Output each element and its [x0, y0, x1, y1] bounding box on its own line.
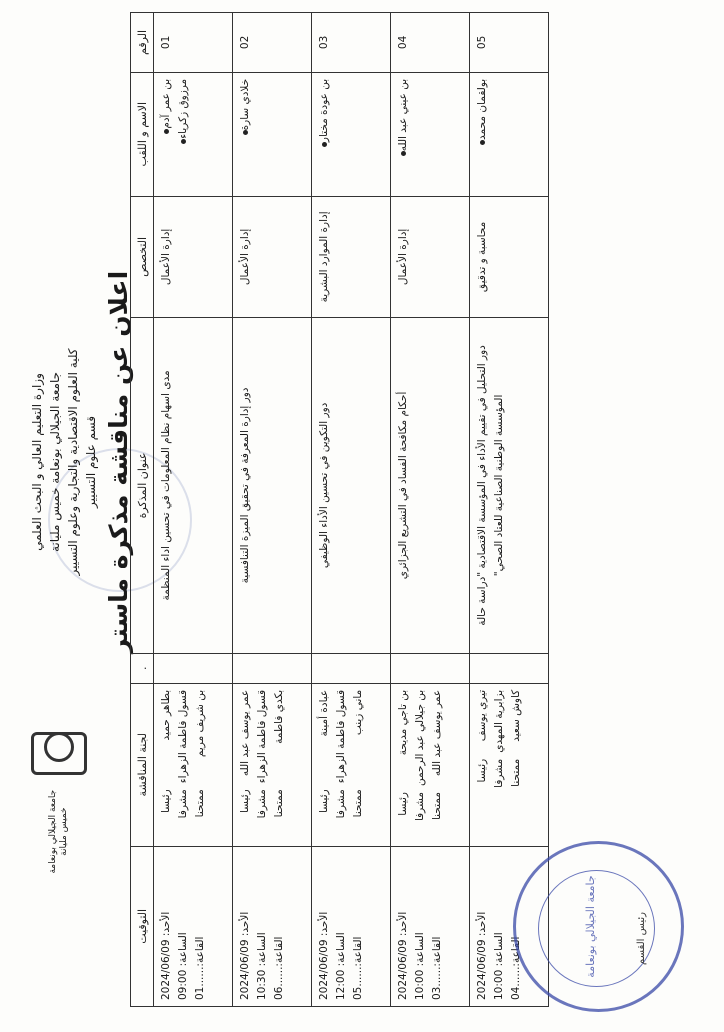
rotated-document-sheet [8, 0, 716, 1032]
specialty-cell: إدارة الموارد البشرية [312, 196, 391, 318]
student-name [474, 79, 491, 190]
faculty-line: كلية العلوم الاقتصادية والتجارية وعلوم التسيير [66, 348, 80, 576]
logo-mark-icon [31, 732, 87, 775]
student-names-cell [233, 72, 312, 196]
jury-cell [154, 683, 233, 846]
schedule-line: الأحد: 2024/06/09 [476, 911, 488, 1000]
empty-cell [391, 653, 470, 683]
student-names-cell [312, 72, 391, 196]
table-row [312, 13, 391, 1007]
schedule-line: القاعة:......01 [194, 936, 206, 1000]
schedule-line: القاعة:......06 [273, 936, 285, 1000]
header-name: الاسم و اللقب [131, 72, 154, 196]
student-name-text: مرزوق زكرياء [177, 78, 189, 139]
jury-role: مشرفا [177, 789, 189, 819]
header-jury: لجنة المناقشة [131, 683, 154, 846]
table-row [470, 13, 549, 1007]
bullet-icon [243, 130, 248, 135]
bullet-icon [401, 151, 406, 156]
schedule-cell [312, 846, 391, 1006]
jury-member-name: بطاهر حميد [160, 689, 172, 741]
jury-cell [391, 683, 470, 846]
jury-role: مشرفا [335, 789, 347, 819]
bullet-icon [181, 139, 186, 144]
specialty-cell: إدارة الأعمال [391, 196, 470, 318]
schedule-line: الساعة: 12:00 [335, 932, 347, 1000]
department-line: قسم علوم التسيير [84, 416, 98, 508]
jury-member-name: كاوش سعيد [510, 689, 522, 742]
empty-cell [312, 653, 391, 683]
thesis-title-cell: مدى اسهام نظام المعلومات في تحسين اداء المنظمة [154, 318, 233, 653]
official-stamp [513, 841, 684, 1012]
specialty-cell: إدارة الأعمال [154, 196, 233, 318]
jury-role: رئيسا [160, 789, 172, 814]
bullet-icon [480, 140, 485, 145]
jury-cell [233, 683, 312, 846]
jury-member-name: بكدي فاطمة [273, 689, 285, 744]
student-name-text: بن عودة مختار [318, 78, 330, 143]
student-name-text: بن عمر آدم [160, 78, 172, 129]
schedule-cell [154, 846, 233, 1006]
jury-role: مشرفا [493, 758, 505, 788]
jury-member-name: قسول فاطمة الزهراء [335, 689, 347, 784]
student-names-cell [391, 72, 470, 196]
defense-schedule-table [130, 12, 549, 1007]
jury-role: رئيسا [318, 789, 330, 814]
header-time: التوقيت [131, 846, 154, 1006]
header-title: عنوان المذكرة [131, 318, 154, 653]
university-line: جامعة الجيلالي بونعامة خميس مليانة [48, 371, 62, 553]
row-number: 02 [233, 13, 312, 73]
schedule-line: القاعة:......04 [510, 936, 522, 1000]
student-name [158, 79, 175, 190]
thesis-title-cell: دور إدارة المعرفة في تحقيق الميزة التنافسية [233, 318, 312, 653]
jury-role: ممتحنا [194, 789, 206, 818]
jury-member-name: بن جيلالي عبد الرحمن [414, 689, 426, 787]
jury-role: رئيسا [476, 758, 488, 783]
jury-member-name: تيري يوسف [476, 689, 488, 742]
student-name [316, 79, 333, 190]
student-name-text: بولقمان محمد [476, 78, 488, 140]
schedule-cell [391, 846, 470, 1006]
thesis-title-cell: دور التكوين في تحسين الأداء الوظيفي [312, 318, 391, 653]
schedule-line: القاعة:......03 [431, 936, 443, 1000]
jury-member-name: قسول فاطمة الزهراء [177, 689, 189, 784]
bullet-icon [322, 142, 327, 147]
student-name [175, 79, 192, 190]
empty-cell [470, 653, 549, 683]
signature-label: رئيس القسم [636, 912, 647, 966]
schedule-line: الساعة: 10:30 [256, 932, 268, 1000]
schedule-line: الساعة: 09:00 [177, 932, 189, 1000]
student-name [237, 79, 254, 190]
row-number: 05 [470, 13, 549, 73]
table-row [391, 13, 470, 1007]
jury-role: ممتحنا [273, 789, 285, 818]
empty-cell [233, 653, 312, 683]
header-num: الرقم [131, 13, 154, 73]
university-logo [26, 732, 92, 882]
jury-role: مشرفا [414, 792, 426, 822]
schedule-line: الساعة: 10:00 [414, 932, 426, 1000]
jury-member-name: قسول فاطمة الزهراء [256, 689, 268, 784]
header-dot: . [131, 653, 154, 683]
schedule-line: الأحد: 2024/06/09 [239, 911, 251, 1000]
table-row [233, 13, 312, 1007]
schedule-line: القاعة:......05 [352, 936, 364, 1000]
row-number: 01 [154, 13, 233, 73]
table-row [154, 13, 233, 1007]
bullet-icon [164, 129, 169, 134]
jury-member-name: بن شريف مريم [194, 689, 206, 758]
jury-role: رئيسا [397, 792, 409, 816]
thesis-title-cell: أحكام مكافحة الفساد في التشريع الجزائري [391, 318, 470, 653]
jury-member-name: بزابرية المهدي [493, 689, 505, 753]
jury-member-name: بن تاجي مديحة [397, 689, 409, 756]
jury-role: ممتحنا [352, 789, 364, 818]
jury-role: رئيسا [239, 789, 251, 814]
jury-cell [470, 683, 549, 846]
thesis-title-cell: دور التحليل في تقييم الأداء في المؤسسة الاقتصادية "دراسة حالة المؤسسة الوطنية الصناعية للعتاد الصحي" [470, 318, 549, 653]
empty-cell [154, 653, 233, 683]
jury-member-name: عمر يوسف عبد الله [239, 689, 251, 777]
student-name-text: خلادي سارة [239, 78, 251, 131]
jury-cell [312, 683, 391, 846]
schedule-line: الأحد: 2024/06/09 [397, 911, 409, 1000]
specialty-cell: محاسبة و تدقيق [470, 196, 549, 318]
schedule-line: الأحد: 2024/06/09 [160, 911, 172, 1000]
page-title: اعلان عن مناقشة مذكرة ماستر [104, 270, 133, 654]
jury-role: ممتحنا [510, 758, 522, 787]
table-header-row [131, 13, 154, 1007]
jury-role: مشرفا [256, 789, 268, 819]
ministry-line: وزارة التعليم العالي و البحث العلمي [30, 373, 44, 551]
row-number: 04 [391, 13, 470, 73]
logo-text: جامعة الجيلالي بونعامة خميس مليانة [48, 789, 69, 874]
row-number: 03 [312, 13, 391, 73]
schedule-cell [233, 846, 312, 1006]
student-names-cell [154, 72, 233, 196]
student-name [395, 79, 412, 190]
student-names-cell [470, 72, 549, 196]
jury-member-name: عمر يوسف عبد الله [431, 689, 443, 777]
schedule-line: الأحد: 2024/06/09 [318, 911, 330, 1000]
student-name-text: بن عيني عبد الله [397, 78, 409, 152]
jury-role: ممتحنا [431, 792, 443, 821]
schedule-line: الساعة: 10:00 [493, 932, 505, 1000]
header-spec: التخصص [131, 196, 154, 318]
jury-member-name: ماني زينب [352, 689, 364, 736]
jury-member-name: عبادة أمينة [318, 689, 330, 737]
specialty-cell: إدارة الأعمال [233, 196, 312, 318]
stamp-text: جامعة الجيلالي بونعامة [584, 875, 597, 978]
